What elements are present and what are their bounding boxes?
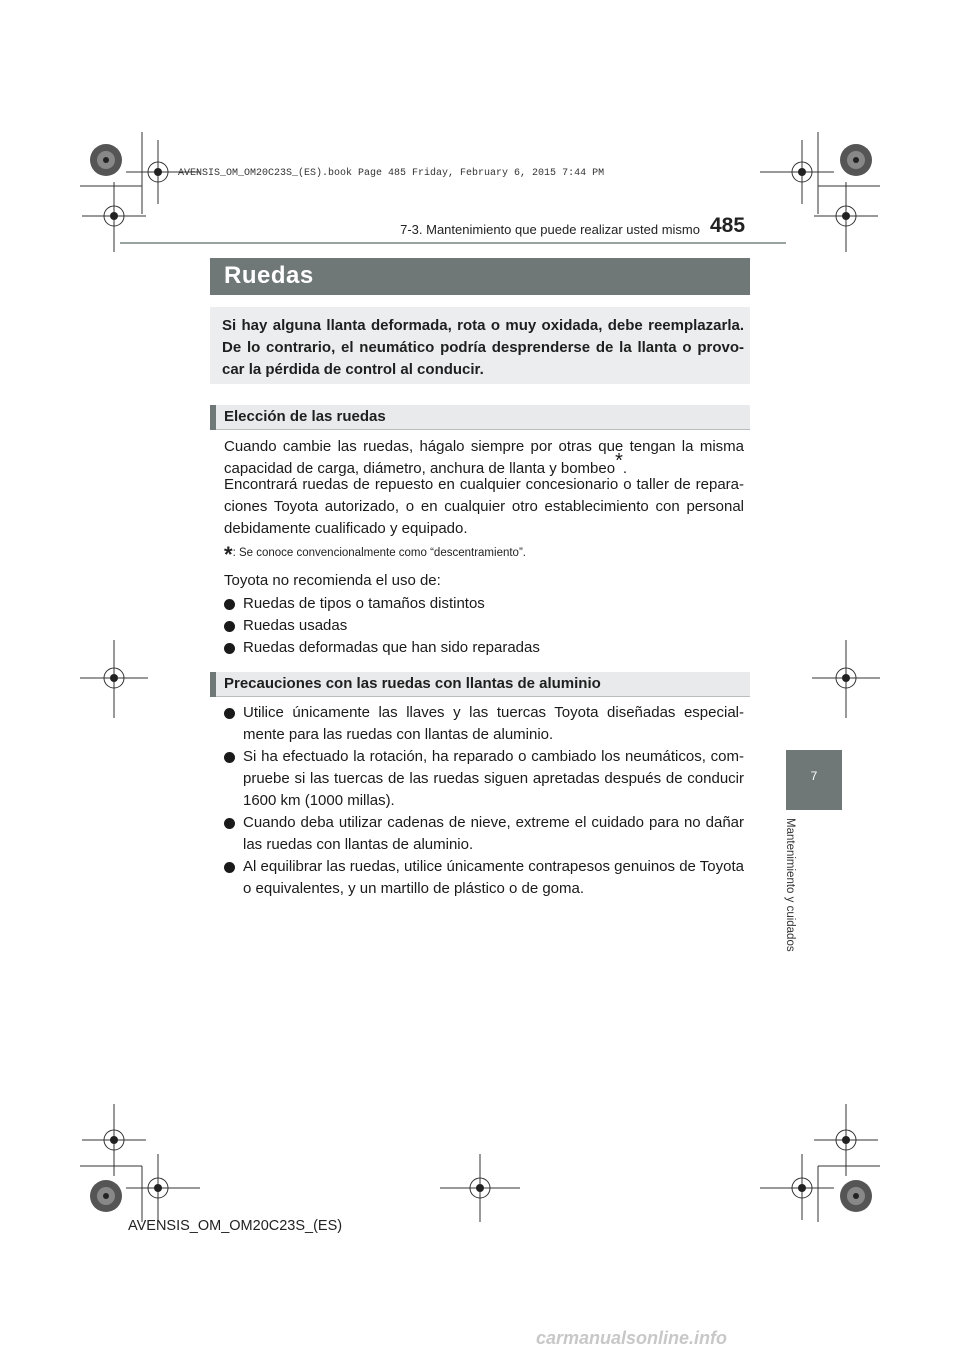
- section-title-bar: [210, 258, 750, 295]
- subheading-choice: [210, 405, 750, 430]
- choice-para1-end: .: [622, 460, 628, 477]
- not-recommended: Toyota no recomienda el uso de:: [224, 572, 441, 589]
- list-item: Al equilibrar las ruedas, utilice únicamente contrapesos genuinos de Toyota o equivalentes, y un martillo de plástico o de goma.: [224, 856, 744, 900]
- subheading-choice-text: Elección de las ruedas: [224, 408, 386, 425]
- header-rule: [120, 242, 786, 244]
- running-title: 7-3. Mantenimiento que puede realizar usted mismo: [400, 222, 700, 237]
- choice-paragraph-2: Encontrará ruedas de repuesto en cualquier concesionario o taller de repara-ciones Toyota autorizado, o en cualquier otro establecimiento con personal debidamente cualificado y equipado.: [224, 476, 744, 537]
- intro-box: [210, 307, 750, 384]
- footer-code: AVENSIS_OM_OM20C23S_(ES): [128, 1218, 343, 1234]
- list-item: Ruedas deformadas que han sido reparadas: [224, 637, 744, 659]
- bullet-icon: [224, 708, 235, 719]
- chapter-tab: [786, 750, 842, 810]
- chapter-side-label: [780, 818, 808, 978]
- footnote-text: : Se conoce convencionalmente como “descentramiento”.: [232, 547, 526, 559]
- watermark: carmanualsonline.info: [536, 1328, 728, 1348]
- bullet-icon: [224, 818, 235, 829]
- list-item: Ruedas de tipos o tamaños distintos: [224, 593, 744, 615]
- list-item: Cuando deba utilizar cadenas de nieve, extreme el cuidado para no dañar las ruedas con llantas de aluminio.: [224, 812, 744, 856]
- bullet-icon: [224, 643, 235, 654]
- choice-para1-text: Cuando cambie las ruedas, hágalo siempre por otras que tengan la misma capacidad de carga, diámetro, anchura de llanta y bombeo: [224, 438, 744, 477]
- book-info: AVENSIS_OM_OM20C23S_(ES).book Page 485 Friday, February 6, 2015 7:44 PM: [178, 168, 605, 179]
- subheading-precautions: [210, 672, 750, 697]
- chapter-number: 7: [810, 769, 818, 783]
- list-item: Si ha efectuado la rotación, ha reparado o cambiado los neumáticos, com-pruebe si las tuercas de las ruedas siguen apretadas después de conducir 1600 km (1000 millas).: [224, 746, 744, 812]
- asterisk-mark: *: [615, 450, 623, 472]
- page-number: 485: [710, 214, 746, 237]
- bullet-icon: [224, 752, 235, 763]
- bullet-icon: [224, 862, 235, 873]
- section-title: Ruedas: [224, 262, 314, 289]
- bullet-icon: [224, 621, 235, 632]
- chapter-title: Mantenimiento y cuidados: [784, 818, 796, 952]
- bullet-icon: [224, 599, 235, 610]
- list-item: Utilice únicamente las llaves y las tuercas Toyota diseñadas especial-mente para las ruedas con llantas de aluminio.: [224, 702, 744, 746]
- subheading-precautions-text: Precauciones con las ruedas con llantas de aluminio: [224, 675, 601, 692]
- list-item: Ruedas usadas: [224, 615, 744, 637]
- footnote: [224, 542, 526, 568]
- intro-text: Si hay alguna llanta deformada, rota o muy oxidada, debe reemplazarla. De lo contrario, el neumático podría desprenderse de la llanta o provo-car la pérdida de control al conducir.: [222, 317, 744, 378]
- footnote-mark: *: [224, 542, 233, 567]
